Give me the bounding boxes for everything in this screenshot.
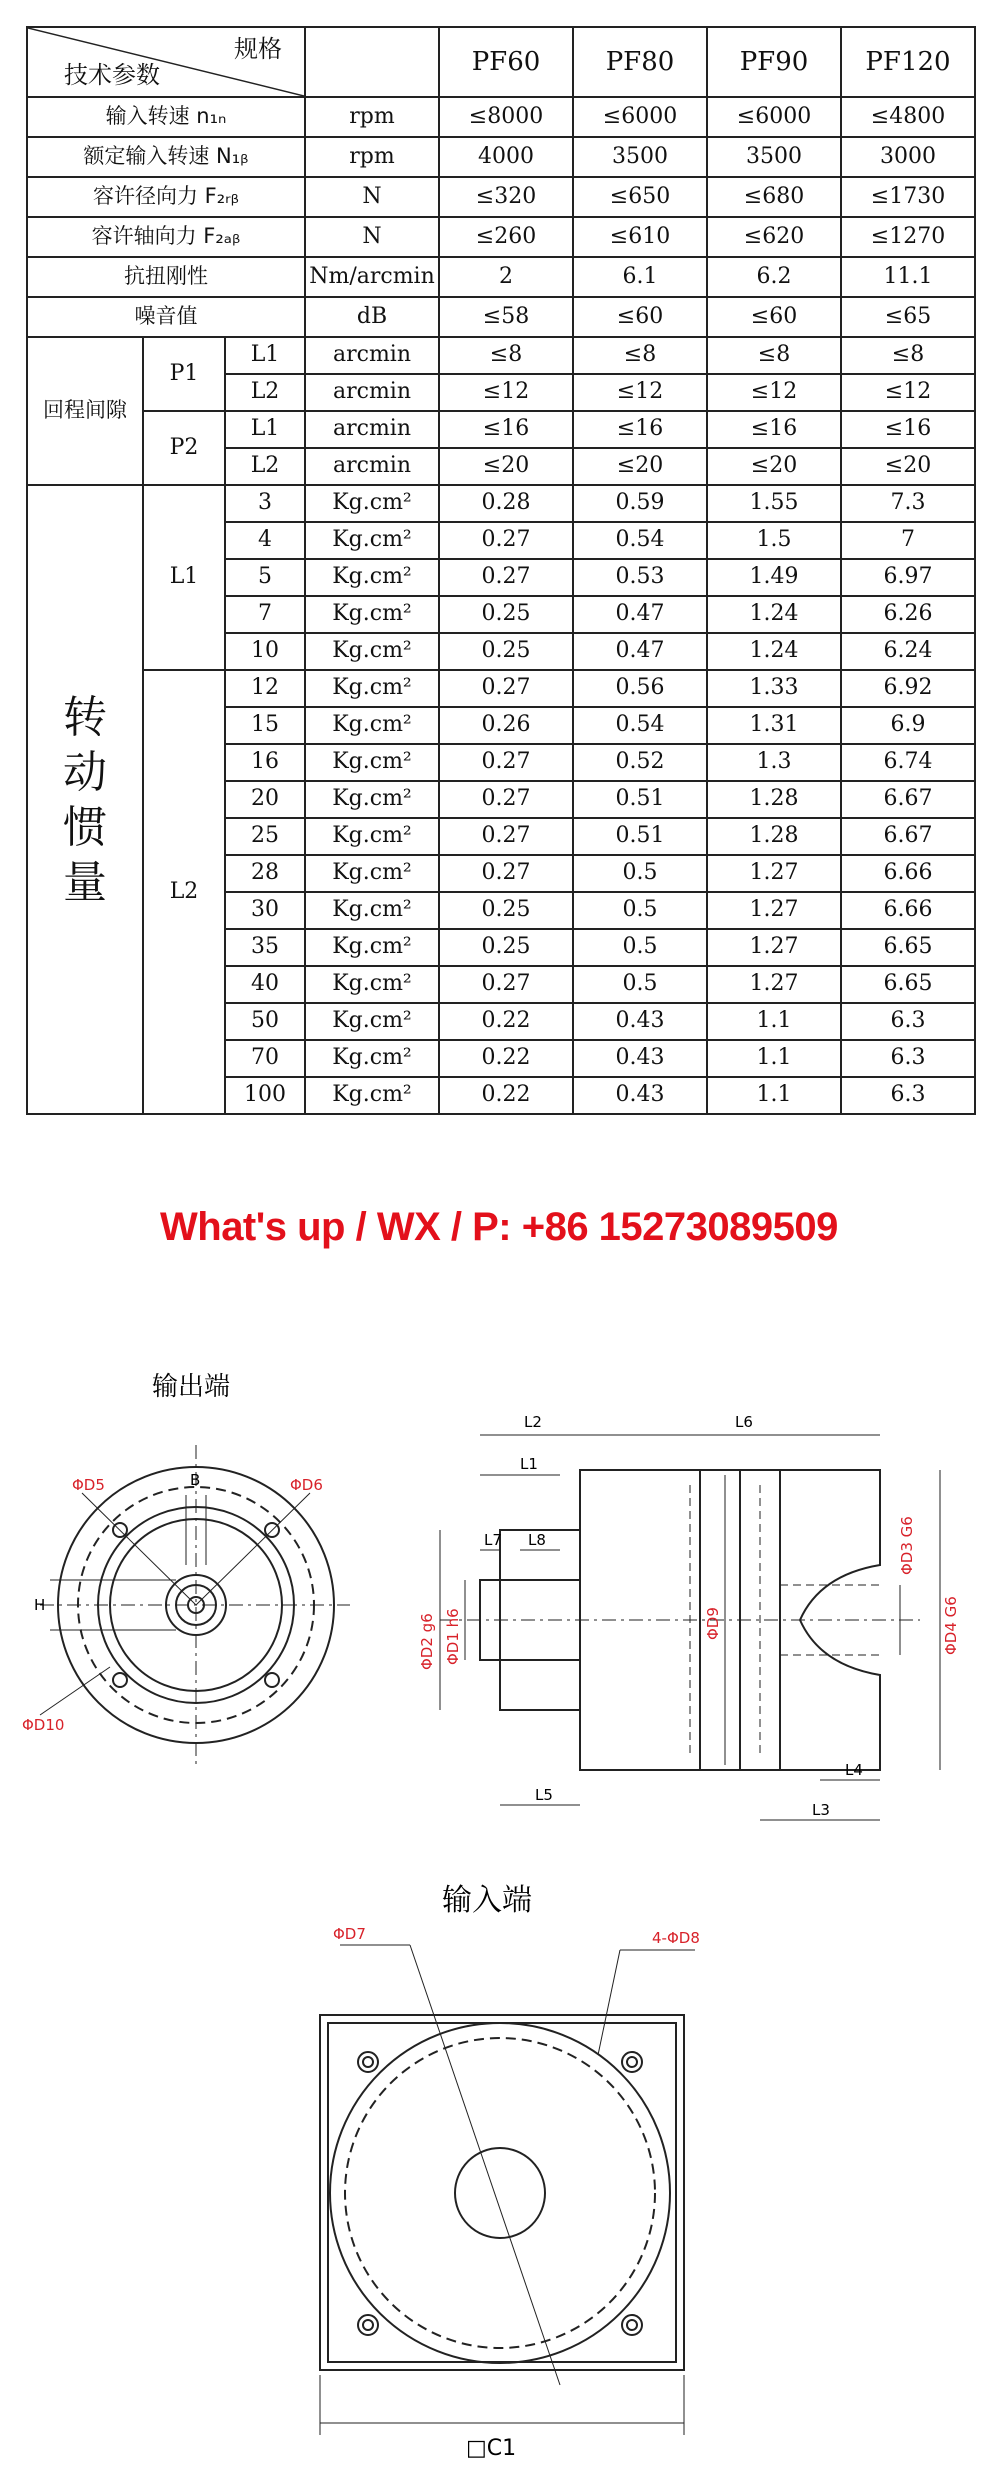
- inertia-stage: L1: [143, 485, 225, 670]
- param-value: 2: [439, 257, 573, 297]
- backlash-value: ≤12: [707, 374, 841, 411]
- inertia-stage: L2: [143, 670, 225, 1114]
- contact-watermark: What's up / WX / P: +86 15273089509: [160, 1205, 838, 1249]
- inertia-value: 0.27: [439, 818, 573, 855]
- inertia-ratio: 25: [225, 818, 305, 855]
- inertia-value: 0.5: [573, 929, 707, 966]
- backlash-grade: P2: [143, 411, 225, 485]
- inertia-value: 6.67: [841, 818, 975, 855]
- backlash-value: ≤8: [439, 337, 573, 374]
- backlash-unit: arcmin: [305, 374, 439, 411]
- spec-row: [27, 97, 975, 137]
- param-value: ≤4800: [841, 97, 975, 137]
- backlash-value: ≤20: [841, 448, 975, 485]
- inertia-value: 0.51: [573, 818, 707, 855]
- inertia-value: 0.27: [439, 855, 573, 892]
- backlash-label: 回程间隙: [27, 337, 143, 485]
- inertia-value: 1.55: [707, 485, 841, 522]
- spec-row: [27, 137, 975, 177]
- d3-label: ΦD3 G6: [898, 1516, 916, 1575]
- backlash-value: ≤16: [439, 411, 573, 448]
- param-name: 容许径向力 F₂ᵣᵦ: [27, 177, 305, 217]
- spec-label: 规格: [234, 35, 282, 63]
- output-end-drawing: [0, 1335, 1000, 1835]
- inertia-ratio: 35: [225, 929, 305, 966]
- param-value: ≤650: [573, 177, 707, 217]
- inertia-value: 0.47: [573, 596, 707, 633]
- inertia-value: 7: [841, 522, 975, 559]
- inertia-value: 0.25: [439, 633, 573, 670]
- model-header: PF60: [439, 27, 573, 97]
- backlash-value: ≤16: [707, 411, 841, 448]
- inertia-value: 1.1: [707, 1040, 841, 1077]
- inertia-value: 6.26: [841, 596, 975, 633]
- backlash-stage: L2: [225, 448, 305, 485]
- backlash-row: [27, 337, 975, 374]
- param-value: ≤8000: [439, 97, 573, 137]
- param-value: ≤6000: [707, 97, 841, 137]
- inertia-ratio: 30: [225, 892, 305, 929]
- inertia-value: 0.25: [439, 929, 573, 966]
- l5-label: L5: [535, 1786, 553, 1804]
- inertia-ratio: 4: [225, 522, 305, 559]
- param-value: ≤58: [439, 297, 573, 337]
- param-name: 抗扭刚性: [27, 257, 305, 297]
- inertia-value: 0.54: [573, 522, 707, 559]
- inertia-ratio: 20: [225, 781, 305, 818]
- inertia-ratio: 12: [225, 670, 305, 707]
- backlash-value: ≤20: [573, 448, 707, 485]
- inertia-unit: Kg.cm²: [305, 1040, 439, 1077]
- inertia-value: 6.3: [841, 1077, 975, 1114]
- inertia-value: 0.25: [439, 892, 573, 929]
- param-name: 噪音值: [27, 297, 305, 337]
- param-value: 4000: [439, 137, 573, 177]
- spec-row: [27, 297, 975, 337]
- inertia-unit: Kg.cm²: [305, 670, 439, 707]
- model-header: PF120: [841, 27, 975, 97]
- param-value: ≤60: [573, 297, 707, 337]
- param-unit: Nm/arcmin: [305, 257, 439, 297]
- inertia-unit: Kg.cm²: [305, 596, 439, 633]
- inertia-value: 6.3: [841, 1040, 975, 1077]
- l4-label: L4: [845, 1761, 863, 1779]
- d7-label: ΦD7: [333, 1925, 366, 1943]
- inertia-value: 1.33: [707, 670, 841, 707]
- model-header: PF80: [573, 27, 707, 97]
- backlash-value: ≤20: [707, 448, 841, 485]
- inertia-value: 1.24: [707, 596, 841, 633]
- b-label: B: [190, 1471, 201, 1489]
- d4-label: ΦD4 G6: [942, 1596, 960, 1655]
- inertia-value: 1.27: [707, 966, 841, 1003]
- inertia-ratio: 70: [225, 1040, 305, 1077]
- param-value: ≤610: [573, 217, 707, 257]
- inertia-value: 7.3: [841, 485, 975, 522]
- spec-row: [27, 257, 975, 297]
- param-name: 输入转速 n₁ₙ: [27, 97, 305, 137]
- l3-label: L3: [812, 1801, 830, 1819]
- inertia-ratio: 40: [225, 966, 305, 1003]
- param-value: 6.1: [573, 257, 707, 297]
- param-unit: dB: [305, 297, 439, 337]
- input-end-title: 输入端: [442, 1883, 532, 1918]
- d5-label: ΦD5: [72, 1476, 105, 1494]
- inertia-unit: Kg.cm²: [305, 559, 439, 596]
- inertia-value: 6.66: [841, 855, 975, 892]
- inertia-value: 0.28: [439, 485, 573, 522]
- param-value: ≤60: [707, 297, 841, 337]
- l6-label: L6: [735, 1413, 753, 1431]
- inertia-value: 6.97: [841, 559, 975, 596]
- inertia-value: 0.43: [573, 1077, 707, 1114]
- param-name: 额定输入转速 N₁ᵦ: [27, 137, 305, 177]
- inertia-ratio: 15: [225, 707, 305, 744]
- inertia-value: 0.27: [439, 670, 573, 707]
- inertia-ratio: 16: [225, 744, 305, 781]
- input-end-drawing: [0, 1865, 1000, 2465]
- header-unit-cell: [305, 27, 439, 97]
- inertia-value: 6.9: [841, 707, 975, 744]
- inertia-unit: Kg.cm²: [305, 1003, 439, 1040]
- inertia-value: 6.65: [841, 966, 975, 1003]
- inertia-unit: Kg.cm²: [305, 929, 439, 966]
- param-unit: N: [305, 177, 439, 217]
- backlash-value: ≤16: [573, 411, 707, 448]
- backlash-value: ≤8: [573, 337, 707, 374]
- inertia-value: 1.49: [707, 559, 841, 596]
- inertia-value: 0.43: [573, 1040, 707, 1077]
- inertia-value: 0.27: [439, 744, 573, 781]
- backlash-value: ≤8: [707, 337, 841, 374]
- inertia-value: 0.54: [573, 707, 707, 744]
- d8-label: 4-ΦD8: [652, 1929, 700, 1947]
- param-value: 11.1: [841, 257, 975, 297]
- inertia-ratio: 100: [225, 1077, 305, 1114]
- inertia-ratio: 5: [225, 559, 305, 596]
- param-value: 3500: [573, 137, 707, 177]
- backlash-value: ≤8: [841, 337, 975, 374]
- d2-label: ΦD2 g6: [418, 1613, 436, 1670]
- inertia-value: 0.5: [573, 892, 707, 929]
- inertia-value: 1.27: [707, 855, 841, 892]
- l2-label: L2: [524, 1413, 542, 1431]
- inertia-value: 0.22: [439, 1003, 573, 1040]
- inertia-value: 6.92: [841, 670, 975, 707]
- param-value: ≤260: [439, 217, 573, 257]
- inertia-value: 6.66: [841, 892, 975, 929]
- inertia-unit: Kg.cm²: [305, 966, 439, 1003]
- inertia-unit: Kg.cm²: [305, 1077, 439, 1114]
- inertia-unit: Kg.cm²: [305, 744, 439, 781]
- inertia-label-text: 转动惯量: [63, 691, 107, 908]
- inertia-value: 0.47: [573, 633, 707, 670]
- param-value: ≤1270: [841, 217, 975, 257]
- inertia-unit: Kg.cm²: [305, 633, 439, 670]
- d10-label: ΦD10: [22, 1716, 65, 1734]
- inertia-ratio: 3: [225, 485, 305, 522]
- inertia-value: 1.27: [707, 929, 841, 966]
- param-value: ≤620: [707, 217, 841, 257]
- inertia-value: 1.31: [707, 707, 841, 744]
- param-value: ≤1730: [841, 177, 975, 217]
- backlash-stage: L1: [225, 337, 305, 374]
- inertia-unit: Kg.cm²: [305, 707, 439, 744]
- inertia-value: 1.1: [707, 1077, 841, 1114]
- inertia-value: 0.22: [439, 1040, 573, 1077]
- inertia-value: 6.3: [841, 1003, 975, 1040]
- d1-label: ΦD1 h6: [444, 1608, 462, 1665]
- c1-label: □C1: [466, 2436, 517, 2461]
- backlash-unit: arcmin: [305, 337, 439, 374]
- inertia-value: 1.27: [707, 892, 841, 929]
- inertia-ratio: 7: [225, 596, 305, 633]
- param-name: 容许轴向力 F₂ₐᵦ: [27, 217, 305, 257]
- inertia-value: 6.65: [841, 929, 975, 966]
- param-value: 3500: [707, 137, 841, 177]
- output-end-title: 输出端: [152, 1372, 231, 1402]
- model-header: PF90: [707, 27, 841, 97]
- inertia-unit: Kg.cm²: [305, 522, 439, 559]
- l1-label: L1: [520, 1455, 538, 1473]
- d9-label: ΦD9: [704, 1607, 722, 1640]
- backlash-value: ≤12: [439, 374, 573, 411]
- inertia-ratio: 50: [225, 1003, 305, 1040]
- backlash-row: [27, 411, 975, 448]
- inertia-value: 0.5: [573, 966, 707, 1003]
- inertia-ratio: 28: [225, 855, 305, 892]
- inertia-value: 0.5: [573, 855, 707, 892]
- l7-label: L7: [484, 1531, 502, 1549]
- header-row: [27, 27, 975, 97]
- inertia-value: 0.27: [439, 781, 573, 818]
- inertia-row: [27, 485, 975, 522]
- backlash-value: ≤20: [439, 448, 573, 485]
- inertia-value: 0.52: [573, 744, 707, 781]
- inertia-ratio: 10: [225, 633, 305, 670]
- inertia-value: 0.22: [439, 1077, 573, 1114]
- backlash-stage: L1: [225, 411, 305, 448]
- inertia-value: 1.24: [707, 633, 841, 670]
- backlash-grade: P1: [143, 337, 225, 411]
- l8-label: L8: [528, 1531, 546, 1549]
- spec-row: [27, 217, 975, 257]
- param-unit: rpm: [305, 97, 439, 137]
- inertia-unit: Kg.cm²: [305, 781, 439, 818]
- param-value: ≤320: [439, 177, 573, 217]
- d6-label: ΦD6: [290, 1476, 323, 1494]
- spec-table: [26, 26, 976, 1115]
- inertia-value: 0.56: [573, 670, 707, 707]
- inertia-value: 0.43: [573, 1003, 707, 1040]
- inertia-value: 6.24: [841, 633, 975, 670]
- inertia-value: 0.27: [439, 966, 573, 1003]
- param-label: 技术参数: [64, 60, 160, 89]
- inertia-value: 0.26: [439, 707, 573, 744]
- inertia-value: 0.51: [573, 781, 707, 818]
- param-value: 6.2: [707, 257, 841, 297]
- backlash-value: ≤16: [841, 411, 975, 448]
- inertia-value: 0.25: [439, 596, 573, 633]
- param-value: ≤6000: [573, 97, 707, 137]
- inertia-value: 0.27: [439, 559, 573, 596]
- inertia-value: 6.67: [841, 781, 975, 818]
- backlash-unit: arcmin: [305, 411, 439, 448]
- inertia-value: 0.59: [573, 485, 707, 522]
- backlash-unit: arcmin: [305, 448, 439, 485]
- inertia-value: 1.28: [707, 781, 841, 818]
- inertia-unit: Kg.cm²: [305, 855, 439, 892]
- backlash-value: ≤12: [841, 374, 975, 411]
- inertia-row: [27, 670, 975, 707]
- param-unit: N: [305, 217, 439, 257]
- param-unit: rpm: [305, 137, 439, 177]
- inertia-label: [27, 485, 143, 1114]
- inertia-value: 0.53: [573, 559, 707, 596]
- inertia-unit: Kg.cm²: [305, 485, 439, 522]
- param-value: ≤680: [707, 177, 841, 217]
- inertia-value: 1.1: [707, 1003, 841, 1040]
- spec-row: [27, 177, 975, 217]
- inertia-value: 1.28: [707, 818, 841, 855]
- inertia-value: 1.5: [707, 522, 841, 559]
- inertia-value: 1.3: [707, 744, 841, 781]
- h-label: H: [34, 1596, 46, 1614]
- backlash-stage: L2: [225, 374, 305, 411]
- param-value: ≤65: [841, 297, 975, 337]
- inertia-value: 0.27: [439, 522, 573, 559]
- header-corner: [27, 27, 305, 97]
- inertia-unit: Kg.cm²: [305, 892, 439, 929]
- param-value: 3000: [841, 137, 975, 177]
- backlash-value: ≤12: [573, 374, 707, 411]
- inertia-unit: Kg.cm²: [305, 818, 439, 855]
- inertia-value: 6.74: [841, 744, 975, 781]
